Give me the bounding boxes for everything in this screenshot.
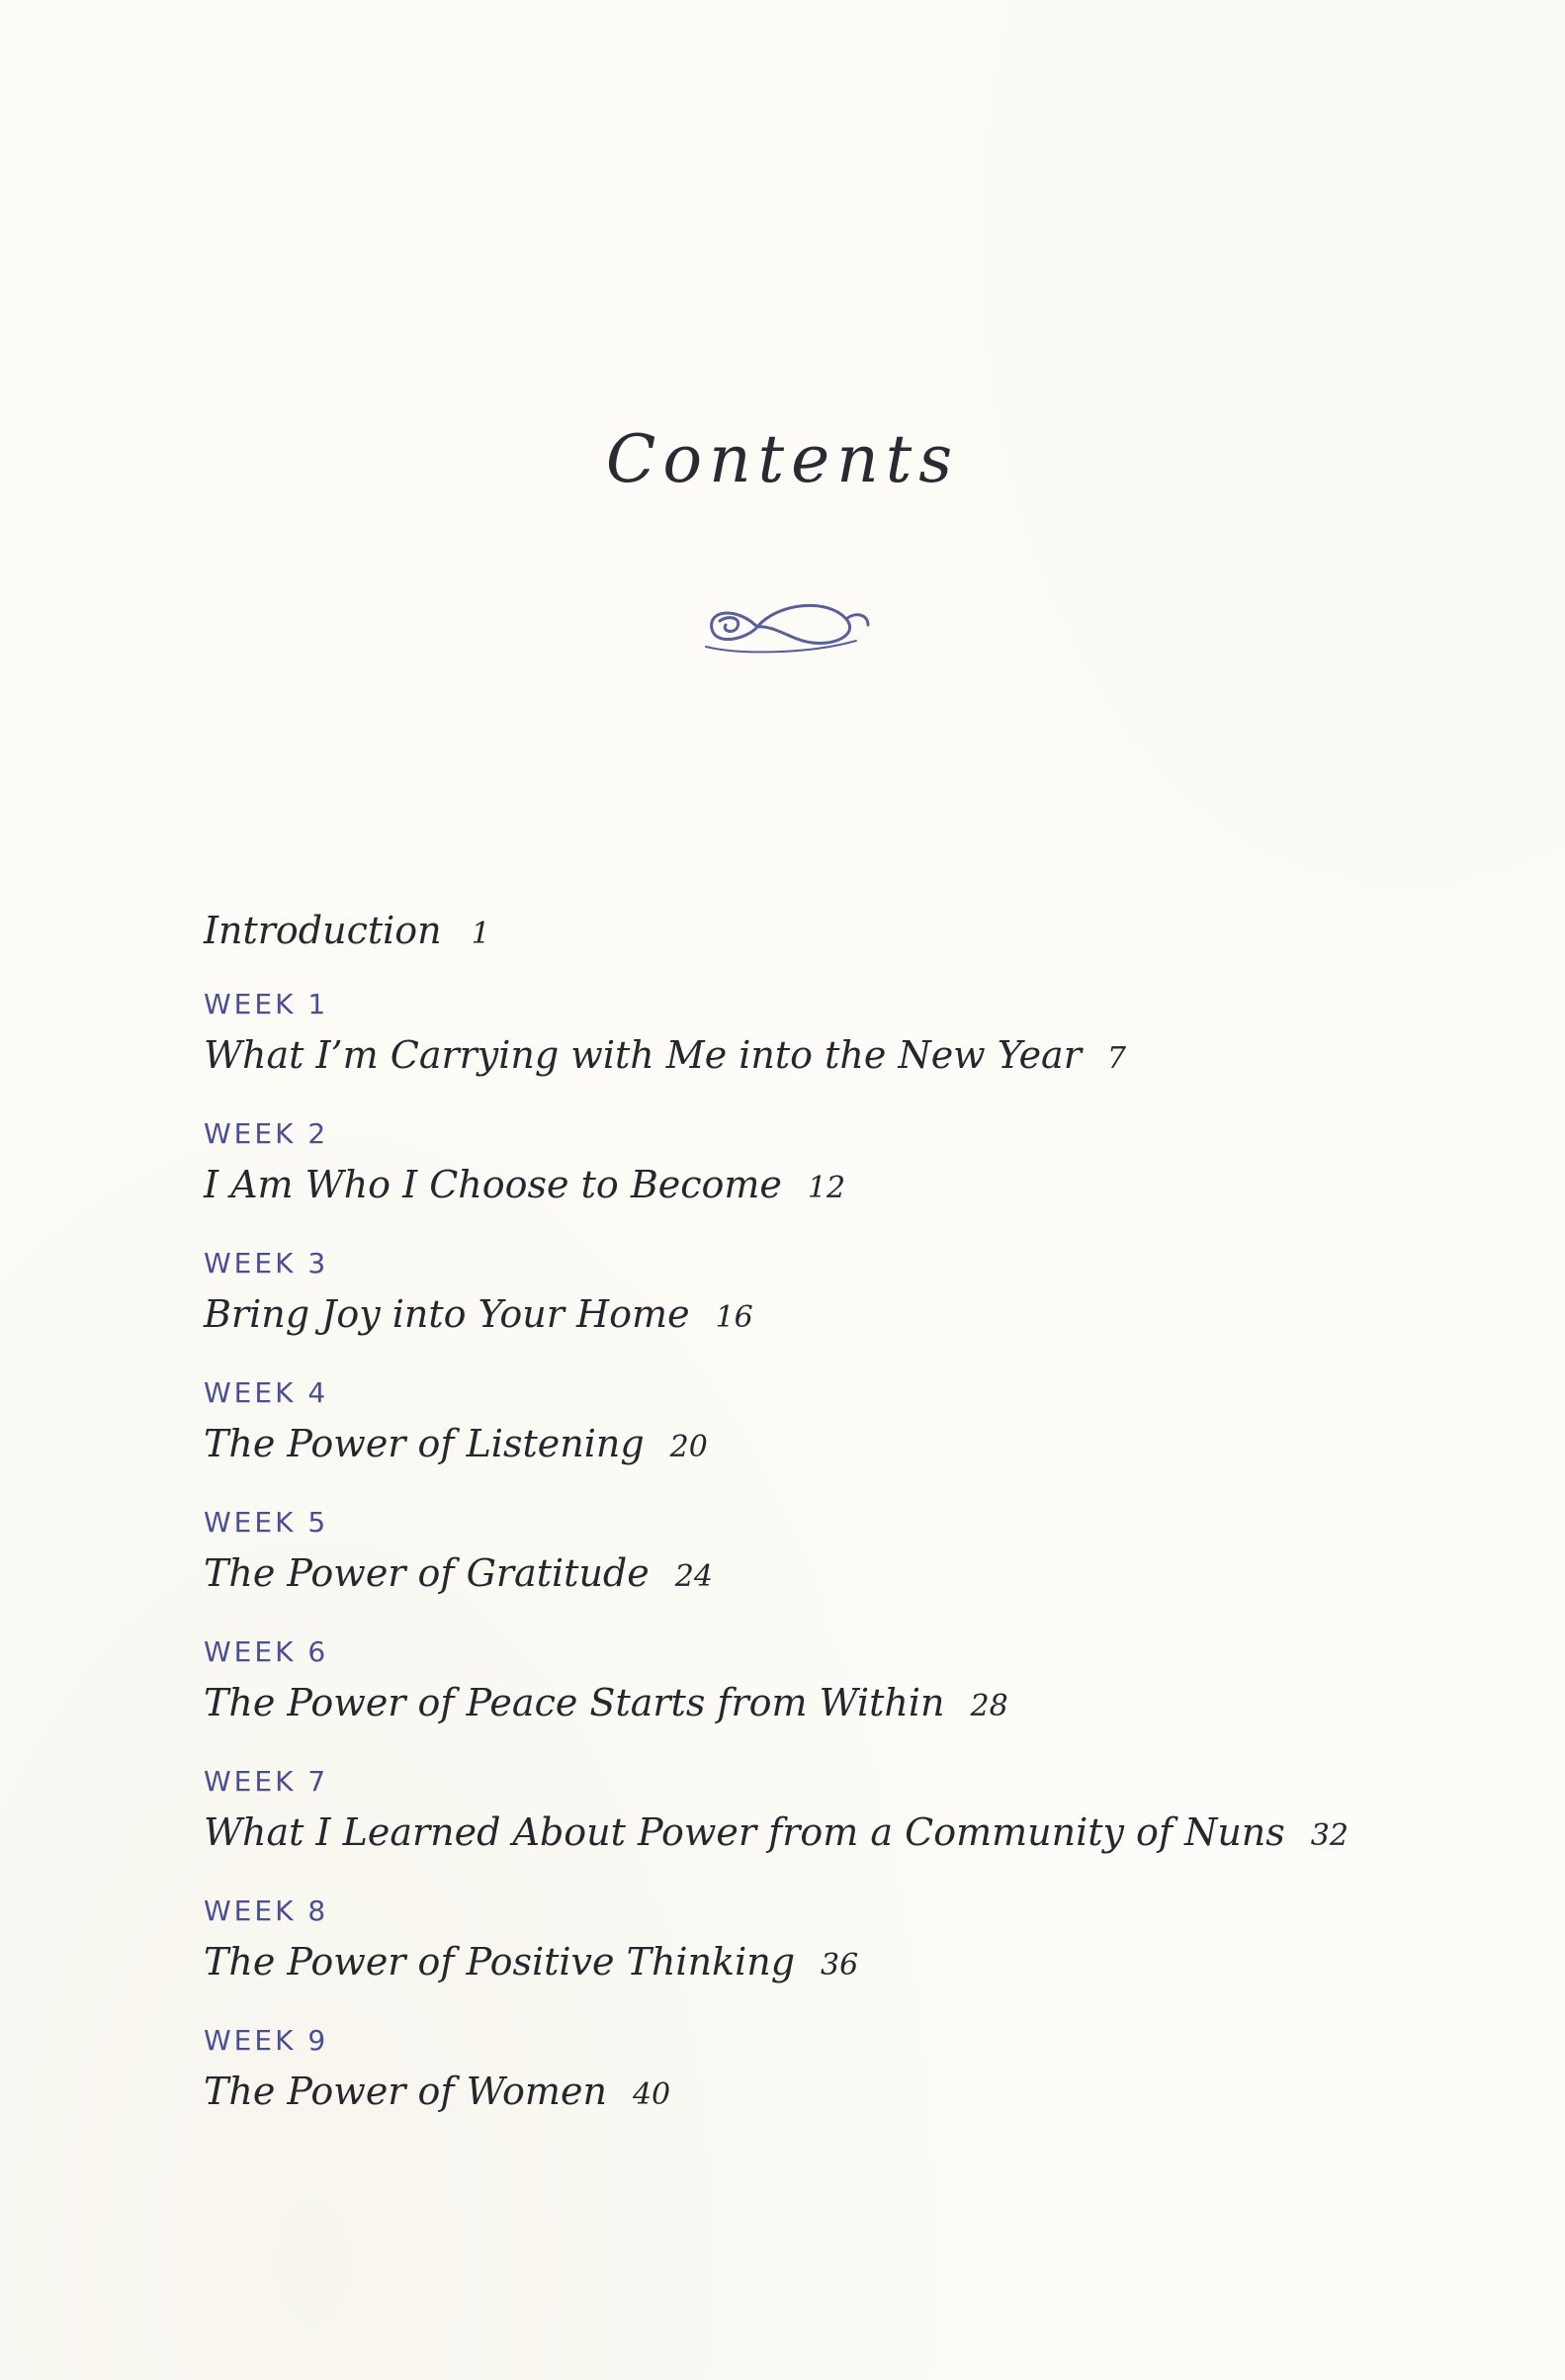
chapter-title: The Power of Women <box>204 2070 607 2113</box>
toc-entries <box>204 963 1390 2129</box>
toc-entry-week-3[interactable] <box>204 1222 1390 1352</box>
chapter-line <box>204 1676 1390 1729</box>
toc-entry-week-4[interactable] <box>204 1352 1390 1481</box>
chapter-line <box>204 2065 1390 2118</box>
toc-entry-week-7[interactable] <box>204 1740 1390 1870</box>
table-of-contents <box>204 898 1390 2129</box>
chapter-title: The Power of Positive Thinking <box>204 1940 796 1983</box>
week-label: WEEK 6 <box>204 1635 329 1668</box>
chapter-title: Introduction <box>204 909 442 952</box>
toc-entry-week-6[interactable] <box>204 1611 1390 1740</box>
flourish-ornament-icon <box>698 589 880 659</box>
chapter-line <box>204 1287 1390 1341</box>
chapter-title: What I’m Carrying with Me into the New Year <box>204 1033 1082 1077</box>
toc-entry-week-2[interactable] <box>204 1093 1390 1222</box>
chapter-line <box>204 1028 1390 1082</box>
page-title: Contents <box>605 421 960 497</box>
week-label: WEEK 5 <box>204 1506 329 1539</box>
page-number: 16 <box>715 1300 753 1335</box>
week-label: WEEK 8 <box>204 1895 329 1927</box>
page-number: 36 <box>821 1948 859 1983</box>
toc-entry-week-8[interactable] <box>204 1870 1390 1999</box>
page-number: 32 <box>1310 1818 1348 1853</box>
chapter-line <box>204 1806 1390 1859</box>
week-label: WEEK 9 <box>204 2024 329 2057</box>
week-label: WEEK 4 <box>204 1376 329 1409</box>
toc-entry-week-9[interactable] <box>204 1999 1390 2129</box>
chapter-title: Bring Joy into Your Home <box>204 1292 690 1336</box>
page-number: 12 <box>807 1171 846 1205</box>
page-number: 20 <box>669 1430 708 1464</box>
week-label: WEEK 1 <box>204 988 329 1020</box>
page-number: 1 <box>471 917 490 951</box>
chapter-line <box>204 1546 1390 1600</box>
chapter-line <box>204 1935 1390 1988</box>
week-label: WEEK 2 <box>204 1117 329 1150</box>
toc-entry-week-1[interactable] <box>204 963 1390 1093</box>
week-label: WEEK 3 <box>204 1247 329 1279</box>
page-number: 40 <box>632 2077 671 2112</box>
page-number: 24 <box>674 1559 713 1594</box>
chapter-line <box>204 1417 1390 1470</box>
week-label: WEEK 7 <box>204 1765 329 1798</box>
chapter-line <box>204 1158 1390 1211</box>
chapter-title: The Power of Peace Starts from Within <box>204 1681 945 1724</box>
chapter-title: I Am Who I Choose to Become <box>204 1163 782 1206</box>
chapter-title: The Power of Listening <box>204 1422 645 1465</box>
chapter-title: The Power of Gratitude <box>204 1551 650 1595</box>
toc-entry-introduction[interactable] <box>204 898 1390 963</box>
page-number: 7 <box>1106 1041 1126 1076</box>
toc-entry-week-5[interactable] <box>204 1481 1390 1611</box>
page-number: 28 <box>970 1689 1008 1723</box>
chapter-title: What I Learned About Power from a Community of Nuns <box>204 1810 1285 1854</box>
